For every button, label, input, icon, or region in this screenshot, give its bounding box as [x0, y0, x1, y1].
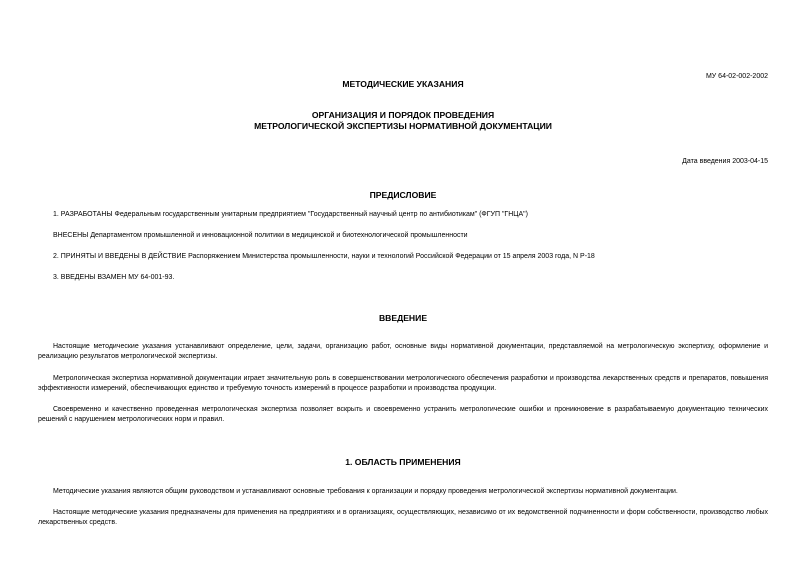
- document-subtitle-line1: ОРГАНИЗАЦИЯ И ПОРЯДОК ПРОВЕДЕНИЯ: [311, 110, 495, 120]
- introduction-paragraph: Своевременно и качественно проведенная метрологическая экспертиза позволяет вскрыть и своевременно устранить метрологические ошибки и проникновение в разрабатываемую документацию технических решений с нарушением метрологических норм и правил.: [38, 406, 768, 423]
- scope-heading: 1. ОБЛАСТЬ ПРИМЕНЕНИЯ: [345, 457, 461, 467]
- introduction-heading: ВВЕДЕНИЕ: [378, 313, 428, 323]
- preface-heading: ПРЕДИСЛОВИЕ: [369, 190, 437, 200]
- preface-item-submitted: ВНЕСЕНЫ Департаментом промышленной и инновационной политики в медицинской и биотехнологической промышленности: [53, 232, 468, 239]
- document-subtitle-line2: МЕТРОЛОГИЧЕСКОЙ ЭКСПЕРТИЗЫ НОРМАТИВНОЙ ДОКУМЕНТАЦИИ: [254, 121, 552, 131]
- introduction-paragraph: Настоящие методические указания устанавливают определение, цели, задачи, организацию работ, основные виды нормативной документации, представляемой на метрологическую экспертизу, оформление и реализацию результатов метрологической экспертизы.: [38, 343, 768, 360]
- document-code: МУ 64-02-002-2002: [705, 73, 768, 80]
- document-page: [38, 0, 768, 571]
- preface-item-developed: 1. РАЗРАБОТАНЫ Федеральным государственным унитарным предприятием "Государственный научный центр по антибиотикам" (ФГУП "ГНЦА"): [53, 211, 528, 218]
- document-title: МЕТОДИЧЕСКИЕ УКАЗАНИЯ: [342, 79, 464, 89]
- scope-paragraph: Настоящие методические указания предназначены для применения на предприятиях и в организациях, осуществляющих, независимо от их ведомственной подчиненности и форм собственности, производство любых лекарственных средств.: [38, 509, 768, 526]
- preface-item-replaces: 3. ВВЕДЕНЫ ВЗАМЕН МУ 64-001-93.: [53, 274, 175, 281]
- introduction-paragraph: Метрологическая экспертиза нормативной документации играет значительную роль в совершенствовании метрологического обеспечения разработки и производства лекарственных средств и препаратов, повышения эффективности измерений, обеспечивающих единство и требуемую точность измерений в процессе разработки и производства продукции.: [38, 375, 768, 392]
- preface-item-adopted: 2. ПРИНЯТЫ И ВВЕДЕНЫ В ДЕЙСТВИЕ Распоряжением Министерства промышленности, науки и технологий Российской Федерации от 15 апреля 2003 года, N Р-18: [53, 253, 595, 260]
- introduction-date: Дата введения 2003-04-15: [682, 158, 768, 165]
- scope-paragraph: Методические указания являются общим руководством и устанавливают основные требования к организации и порядку проведения метрологической экспертизы нормативной документации.: [53, 488, 678, 495]
